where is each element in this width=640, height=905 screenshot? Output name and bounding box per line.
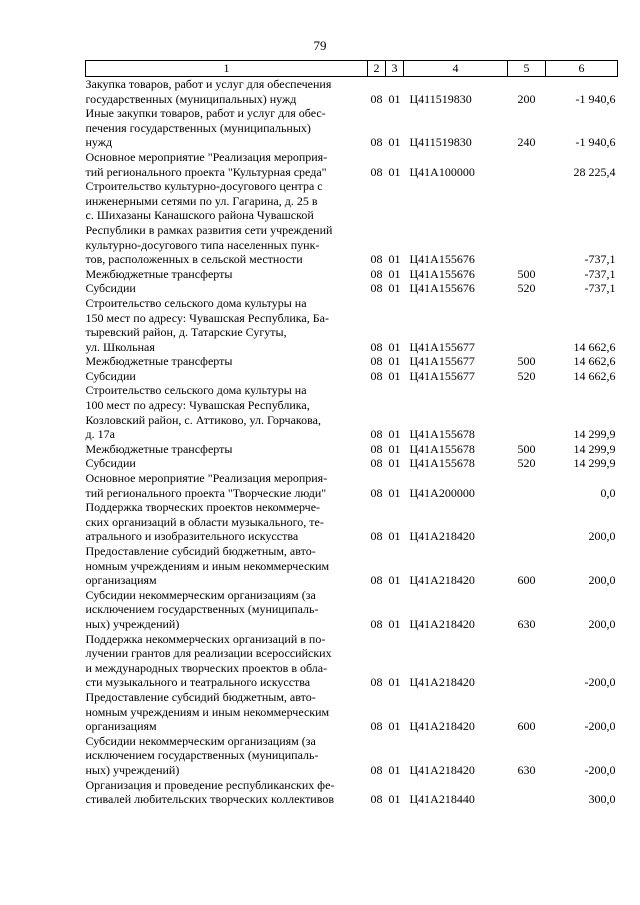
description-line: исключением государственных (муниципаль-: [85, 748, 319, 763]
description-line: Основное мероприятие "Реализация мероприя-: [85, 149, 328, 164]
expense-type-code: 630: [517, 616, 536, 631]
target-article-code: Ц41А218420: [409, 762, 475, 777]
subsection-code: 01: [388, 441, 401, 456]
description-line: организациям: [85, 719, 157, 734]
description-line: печения государственных (муниципальных): [85, 120, 311, 135]
amount: -1 940,6: [575, 91, 616, 106]
section-code: 08: [370, 281, 383, 296]
column-header: 5: [508, 61, 546, 77]
column-header: 6: [546, 61, 618, 77]
amount: 14 299,9: [573, 441, 616, 456]
page-number: 79: [313, 38, 327, 53]
subsection-code: 01: [388, 792, 401, 807]
table-row: [86, 456, 618, 471]
expense-type-code: [508, 778, 546, 807]
subsection-code: 01: [388, 252, 401, 267]
table-row: [86, 354, 618, 369]
description-line: ных) учреждений): [85, 616, 180, 631]
description-line: Иные закупки товаров, работ и услуг для обес-: [85, 106, 326, 121]
target-article-code: Ц41А100000: [409, 164, 475, 179]
description-line: Субсидии: [85, 281, 136, 296]
subsection-code: 01: [388, 164, 401, 179]
target-article-code: Ц41А155676: [409, 266, 475, 281]
row-description: [86, 354, 368, 369]
subsection-code: 01: [388, 573, 401, 588]
amount: 200,0: [588, 573, 616, 588]
amount: -200,0: [584, 675, 616, 690]
table-row: [86, 281, 618, 296]
section-code: 08: [370, 339, 383, 354]
amount: -737,1: [584, 266, 616, 281]
target-article-code: Ц41А218420: [409, 616, 475, 631]
row-description: [86, 544, 368, 588]
subsection-code: 01: [388, 485, 401, 500]
section-code: 08: [370, 616, 383, 631]
table-row: [86, 383, 618, 441]
table-row: [86, 471, 618, 500]
amount: -200,0: [584, 762, 616, 777]
description-line: Предоставление субсидий бюджетным, авто-: [85, 689, 316, 704]
amount: -737,1: [584, 281, 616, 296]
subsection-code: 01: [388, 368, 401, 383]
expense-type-code: 600: [517, 573, 536, 588]
section-code: 08: [370, 529, 383, 544]
amount: 200,0: [588, 529, 616, 544]
expense-type-code: 500: [517, 441, 536, 456]
row-description: [86, 179, 368, 267]
row-description: [86, 77, 368, 107]
description-line: 100 мест по адресу: Чувашская Республика,: [85, 398, 310, 413]
description-line: нужд: [85, 135, 113, 150]
section-code: 08: [370, 266, 383, 281]
target-article-code: Ц41А218420: [409, 573, 475, 588]
table-row: [86, 267, 618, 282]
subsection-code: 01: [388, 135, 401, 150]
table-row: [86, 179, 618, 267]
expense-type-code: [508, 296, 546, 354]
target-article-code: Ц41А218420: [409, 719, 475, 734]
description-line: лучении грантов для реализации всероссийских: [85, 646, 332, 661]
table-row: [86, 296, 618, 354]
target-article-code: Ц41А155677: [409, 354, 475, 369]
amount: 14 299,9: [573, 427, 616, 442]
target-article-code: Ц411519830: [409, 135, 472, 150]
subsection-code: 01: [388, 354, 401, 369]
table-row: [86, 106, 618, 150]
description-line: Поддержка творческих проектов некоммерче-: [85, 500, 321, 515]
section-code: 08: [370, 427, 383, 442]
row-description: [86, 150, 368, 179]
target-article-code: Ц41А200000: [409, 485, 475, 500]
description-line: тий регионального проекта "Культурная среда": [85, 164, 327, 179]
amount: 200,0: [588, 616, 616, 631]
expense-type-code: 520: [517, 368, 536, 383]
description-line: и международных творческих проектов в обла-: [85, 660, 328, 675]
section-code: 08: [370, 135, 383, 150]
description-line: ул. Школьная: [85, 339, 155, 354]
target-article-code: Ц41А155676: [409, 252, 475, 267]
row-description: [86, 442, 368, 457]
subsection-code: 01: [388, 281, 401, 296]
row-description: [86, 690, 368, 734]
description-line: с. Шихазаны Канашского района Чувашской: [85, 208, 314, 223]
row-description: [86, 456, 368, 471]
description-line: Строительство сельского дома культуры на: [85, 295, 307, 310]
description-line: Субсидии: [85, 368, 136, 383]
target-article-code: Ц41А155678: [409, 427, 475, 442]
row-description: [86, 383, 368, 441]
column-header: 2: [368, 61, 386, 77]
section-code: 08: [370, 485, 383, 500]
description-line: тыревский район, д. Татарские Сугуты,: [85, 325, 287, 340]
expense-type-code: [508, 383, 546, 441]
description-line: номным учреждениям и иным некоммерческим: [85, 558, 330, 573]
description-line: Субсидии: [85, 456, 136, 471]
target-article-code: Ц41А218440: [409, 792, 475, 807]
table-row: [86, 588, 618, 632]
target-article-code: Ц41А155678: [409, 441, 475, 456]
description-line: тий регионального проекта "Творческие люди": [85, 485, 327, 500]
subsection-code: 01: [388, 616, 401, 631]
section-code: 08: [370, 792, 383, 807]
section-code: 08: [370, 354, 383, 369]
table-row: [86, 369, 618, 384]
description-line: Субсидии некоммерческим организациям (за: [85, 587, 316, 602]
row-description: [86, 296, 368, 354]
section-code: 08: [370, 573, 383, 588]
description-line: номным учреждениям и иным некоммерческим: [85, 704, 330, 719]
row-description: [86, 588, 368, 632]
expense-type-code: [508, 179, 546, 267]
expense-type-code: 630: [517, 762, 536, 777]
description-line: Поддержка некоммерческих организаций в по-: [85, 631, 326, 646]
row-description: [86, 369, 368, 384]
description-line: Строительство сельского дома культуры на: [85, 383, 307, 398]
description-line: атрального и изобразительного искусства: [85, 529, 299, 544]
target-article-code: Ц41А155678: [409, 456, 475, 471]
description-line: Предоставление субсидий бюджетным, авто-: [85, 544, 316, 558]
budget-table: [85, 60, 618, 807]
table-header-row: [86, 61, 618, 77]
description-line: Межбюджетные трансферты: [85, 441, 233, 456]
amount: 28 225,4: [573, 164, 616, 179]
expense-type-code: 600: [517, 719, 536, 734]
table-row: [86, 690, 618, 734]
description-line: Организация и проведение республиканских фе-: [85, 777, 335, 792]
section-code: 08: [370, 719, 383, 734]
expense-type-code: [508, 500, 546, 544]
target-article-code: Ц41А218420: [409, 529, 475, 544]
expense-type-code: 520: [517, 456, 536, 471]
description-line: сти музыкального и театрального искусства: [85, 675, 311, 690]
row-description: [86, 267, 368, 282]
section-code: 08: [370, 368, 383, 383]
subsection-code: 01: [388, 427, 401, 442]
row-description: [86, 471, 368, 500]
expense-type-code: 500: [517, 266, 536, 281]
expense-type-code: 500: [517, 354, 536, 369]
description-line: Республики в рамках развития сети учреждений: [85, 222, 333, 237]
description-line: Козловский район, с. Аттиково, ул. Горчакова,: [85, 412, 321, 427]
column-header: 3: [386, 61, 404, 77]
subsection-code: 01: [388, 339, 401, 354]
table-row: [86, 500, 618, 544]
target-article-code: Ц411519830: [409, 91, 472, 106]
description-line: Межбюджетные трансферты: [85, 266, 233, 281]
description-line: ских организаций в области музыкального, те-: [85, 514, 324, 529]
section-code: 08: [370, 675, 383, 690]
description-line: исключением государственных (муниципаль-: [85, 602, 319, 617]
section-code: 08: [370, 441, 383, 456]
description-line: инженерными сетями по ул. Гагарина, д. 25 в: [85, 193, 318, 208]
description-line: Строительство культурно-досугового центра с: [85, 179, 323, 194]
description-line: стивалей любительских творческих коллективов: [85, 792, 334, 807]
table-body: [86, 77, 618, 807]
target-article-code: Ц41А155677: [409, 368, 475, 383]
subsection-code: 01: [388, 91, 401, 106]
table-row: [86, 778, 618, 807]
subsection-code: 01: [388, 762, 401, 777]
target-article-code: Ц41А218420: [409, 675, 475, 690]
description-line: 150 мест по адресу: Чувашская Республика, Ба-: [85, 310, 329, 325]
amount: -737,1: [584, 252, 616, 267]
expense-type-code: 520: [517, 281, 536, 296]
expense-type-code: [508, 632, 546, 690]
description-line: тов, расположенных в сельской местности: [85, 252, 303, 267]
amount: -1 940,6: [575, 135, 616, 150]
description-line: культурно-досугового типа населенных пунк-: [85, 237, 320, 252]
description-line: д. 17а: [85, 427, 115, 442]
table-row: [86, 77, 618, 107]
row-description: [86, 281, 368, 296]
row-description: [86, 778, 368, 807]
column-header: 4: [404, 61, 508, 77]
section-code: 08: [370, 91, 383, 106]
amount: 14 662,6: [573, 339, 616, 354]
section-code: 08: [370, 252, 383, 267]
subsection-code: 01: [388, 675, 401, 690]
expense-type-code: 200: [517, 91, 536, 106]
description-line: организациям: [85, 573, 157, 588]
table-row: [86, 544, 618, 588]
section-code: 08: [370, 164, 383, 179]
expense-type-code: [508, 150, 546, 179]
section-code: 08: [370, 456, 383, 471]
subsection-code: 01: [388, 266, 401, 281]
description-line: Межбюджетные трансферты: [85, 354, 233, 369]
row-description: [86, 500, 368, 544]
subsection-code: 01: [388, 456, 401, 471]
description-line: государственных (муниципальных) нужд: [85, 91, 297, 106]
amount: 14 662,6: [573, 368, 616, 383]
amount: 14 662,6: [573, 354, 616, 369]
subsection-code: 01: [388, 529, 401, 544]
description-line: Закупка товаров, работ и услуг для обеспечения: [85, 77, 332, 91]
row-description: [86, 734, 368, 778]
amount: 14 299,9: [573, 456, 616, 471]
amount: 300,0: [588, 792, 616, 807]
table-row: [86, 734, 618, 778]
table-row: [86, 442, 618, 457]
subsection-code: 01: [388, 719, 401, 734]
expense-type-code: 240: [517, 135, 536, 150]
row-description: [86, 632, 368, 690]
table-row: [86, 632, 618, 690]
amount: -200,0: [584, 719, 616, 734]
description-line: Основное мероприятие "Реализация мероприя-: [85, 471, 328, 486]
expense-type-code: [508, 471, 546, 500]
amount: 0,0: [600, 485, 616, 500]
target-article-code: Ц41А155676: [409, 281, 475, 296]
row-description: [86, 106, 368, 150]
column-header: 1: [86, 61, 368, 77]
section-code: 08: [370, 762, 383, 777]
description-line: Субсидии некоммерческим организациям (за: [85, 733, 316, 748]
description-line: ных) учреждений): [85, 762, 180, 777]
table-row: [86, 150, 618, 179]
target-article-code: Ц41А155677: [409, 339, 475, 354]
